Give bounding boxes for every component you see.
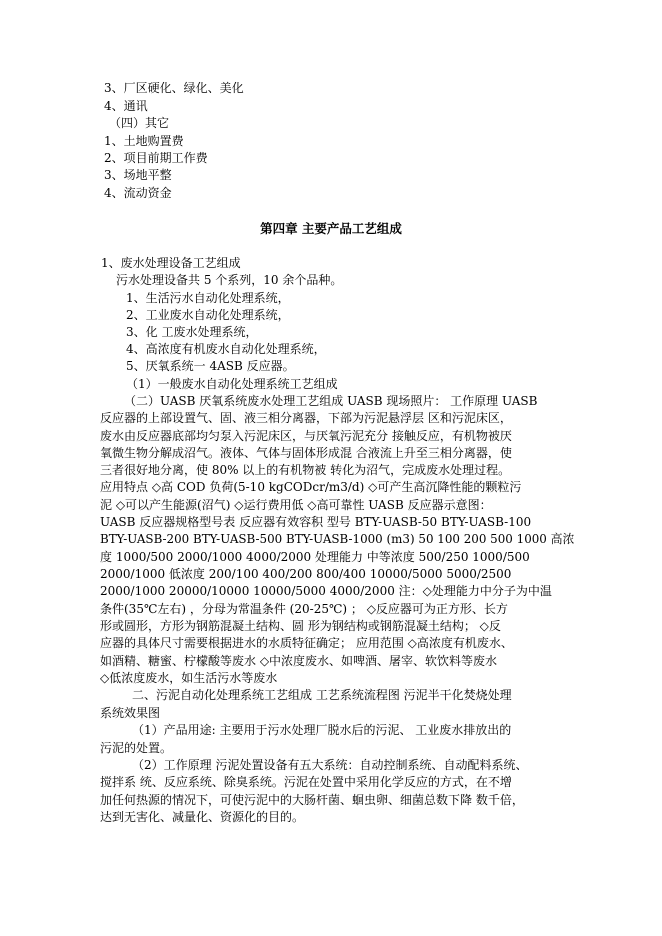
paragraph-line: （2）工作原理 污泥处置设备有五大系统：自动控制系统、自动配料系统、	[132, 758, 528, 772]
list-item: 2、工业废水自动化处理系统，	[126, 308, 290, 322]
paragraph-line: 污水处理设备共 5 个系列，10 余个品种。	[116, 273, 343, 287]
paragraph-line: BTY-UASB-200 BTY-UASB-500 BTY-UASB-1000 (m3) 50 100 200 500 1000 高浓	[100, 532, 575, 546]
paragraph-line: ◇低浓度废水，如生活污水等废水	[100, 671, 278, 685]
chapter-title: 第四章 主要产品工艺组成	[260, 221, 402, 236]
paragraph-line: 应器的具体尺寸需要根据进水的水质特征确定； 应用范围 ◇高浓度有机废水、	[100, 636, 513, 650]
paragraph-line: 污泥的处置。	[100, 741, 173, 755]
list-item: 5、厌氧系统一 4ASB 反应器。	[126, 359, 295, 373]
paragraph-line: 2000/1000 低浓度 200/100 400/200 800/400 10000/5000 5000/2500	[100, 567, 512, 581]
section-heading: 1、废水处理设备工艺组成	[101, 256, 241, 270]
list-item: 3、场地平整	[104, 168, 172, 182]
paragraph-line: 反应器的上部设置气、固、液三相分离器，下部为污泥悬浮层 区和污泥床区，	[100, 411, 512, 425]
paragraph-line: 条件(35℃左右) ，分母为常温条件 (20-25℃) ； ◇反应器可为正方形、长方	[100, 602, 508, 616]
list-item: 4、流动资金	[104, 186, 172, 200]
paragraph-line: 废水由反应器底部均匀泵入污泥床区，与厌氧污泥充分 接触反应，有机物被厌	[100, 429, 512, 443]
section-heading: 二、污泥自动化处理系统工艺组成 工艺系统流程图 污泥半干化焚烧处理	[132, 688, 512, 702]
paragraph-line: 泥 ◇可以产生能源(沼气) ◇运行费用低 ◇高可靠性 UASB 反应器示意图：	[100, 498, 492, 512]
paragraph-line: 系统效果图	[100, 706, 161, 720]
paragraph-line: 度 1000/500 2000/1000 4000/2000 处理能力 中等浓度 500/250 1000/500	[100, 550, 530, 564]
paragraph-line: UASB 反应器规格型号表 反应器有效容积 型号 BTY-UASB-50 BTY-UASB-100	[100, 515, 532, 529]
list-item: 2、项目前期工作费	[104, 151, 208, 165]
list-item: 3、化 工废水处理系统，	[126, 325, 258, 339]
list-item: 1、土地购置费	[104, 134, 184, 148]
section-heading: （四）其它	[109, 116, 170, 130]
paragraph-line: （1）产品用途: 主要用于污水处理厂脱水后的污泥、 工业废水排放出的	[132, 723, 512, 737]
section-heading: （1）一般废水自动化处理系统工艺组成	[126, 377, 338, 391]
paragraph-line: 如酒精、糖蜜、柠檬酸等废水 ◇中浓度废水、如啤酒、屠宰、软饮料等废水	[100, 654, 498, 668]
paragraph-line: 氧微生物分解成沼气。液体、气体与固体形成混 合液流上升至三相分离器，使	[100, 446, 512, 460]
paragraph-line: 2000/1000 20000/10000 10000/5000 4000/2000 注：◇处理能力中分子为中温	[100, 584, 552, 598]
list-item: 3、厂区硬化、绿化、美化	[104, 81, 244, 95]
paragraph-line: 应用特点 ◇高 COD 负荷(5-10 kgCODcr/m3/d) ◇可产生高沉降性能的颗粒污	[100, 480, 522, 494]
list-item: 4、通讯	[104, 99, 148, 113]
paragraph-line: 形或圆形，方形为钢筋混凝土结构、圆 形为钢结构或钢筋混凝土结构； ◇反	[100, 619, 501, 633]
paragraph-line: 三者很好地分离，使 80% 以上的有机物被 转化为沼气，完成废水处理过程。	[100, 463, 511, 477]
paragraph-line: （二）UASB 厌氧系统废水处理工艺组成 UASB 现场照片： 工作原理 UASB	[124, 394, 538, 408]
paragraph-line: 搅拌系 统、反应系统、除臭系统。污泥在处置中采用化学反应的方式，在不增	[100, 775, 512, 789]
paragraph-line: 达到无害化、减量化、资源化的目的。	[100, 810, 305, 824]
list-item: 4、高浓度有机废水自动化处理系统，	[126, 342, 326, 356]
list-item: 1、生活污水自动化处理系统，	[126, 291, 290, 305]
paragraph-line: 加任何热源的情况下，可使污泥中的大肠杆菌、蛔虫卵、细菌总数下降 数千倍，	[100, 793, 524, 807]
